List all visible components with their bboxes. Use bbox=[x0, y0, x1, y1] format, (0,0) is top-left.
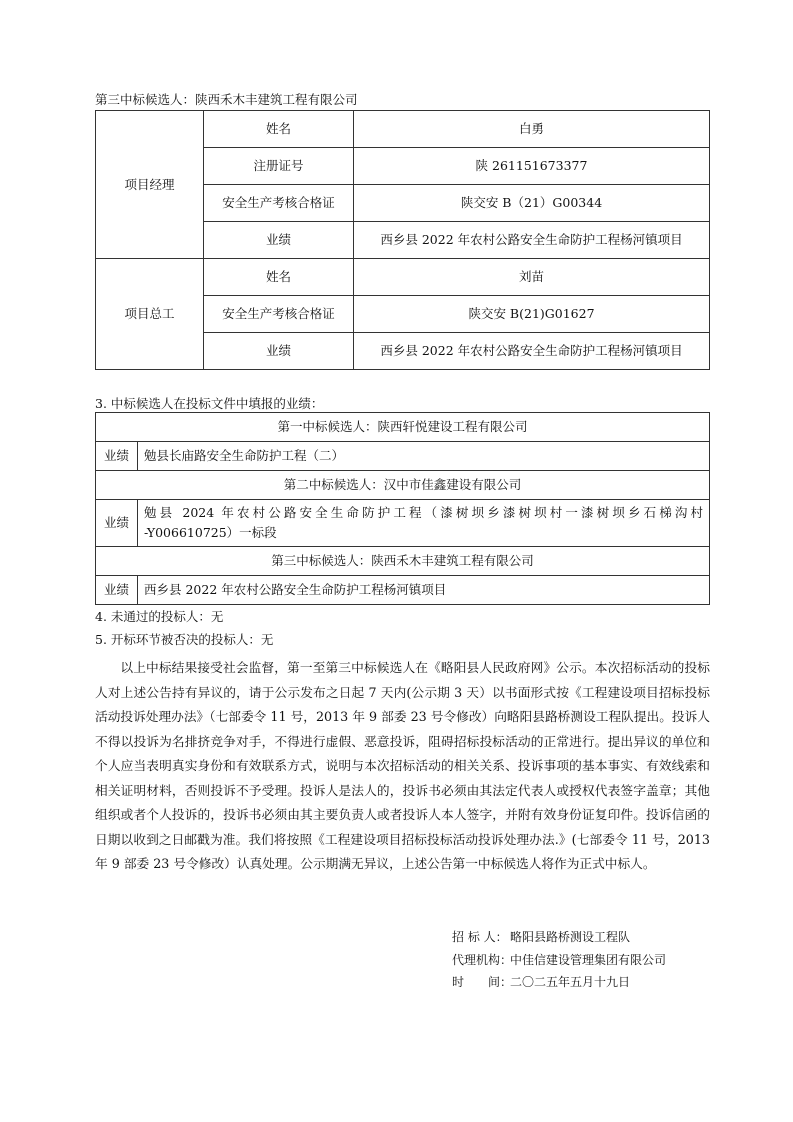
signature-date bbox=[452, 974, 630, 990]
row-value: 西乡县 2022 年农村公路安全生命防护工程杨河镇项目 bbox=[354, 222, 710, 259]
signature-key: 招 标 人： bbox=[452, 930, 508, 944]
performance-label: 业绩 bbox=[96, 500, 138, 547]
signature-value: 中佳信建设管理集团有限公司 bbox=[510, 953, 667, 967]
item-4: 4. 未通过的投标人：无 bbox=[95, 609, 224, 624]
performance-line: -Y006610725）一标段 bbox=[144, 525, 277, 540]
row-value: 白勇 bbox=[354, 111, 710, 148]
performance-value: 西乡县 2022 年农村公路安全生命防护工程杨河镇项目 bbox=[138, 576, 710, 605]
table-caption: 第三中标候选人：陕西禾木丰建筑工程有限公司 bbox=[95, 92, 358, 107]
performance-label: 业绩 bbox=[96, 442, 138, 471]
table-row bbox=[96, 259, 710, 296]
table-row bbox=[96, 111, 710, 148]
row-key: 注册证号 bbox=[204, 148, 354, 185]
row-key: 业绩 bbox=[204, 222, 354, 259]
performance-label: 业绩 bbox=[96, 576, 138, 605]
table-row bbox=[96, 471, 710, 500]
item-5: 5. 开标环节被否决的投标人：无 bbox=[95, 632, 274, 647]
performance-value bbox=[138, 500, 710, 547]
signature-tenderer bbox=[452, 929, 630, 945]
row-key: 安全生产考核合格证 bbox=[204, 185, 354, 222]
table-row bbox=[96, 413, 710, 442]
row-value: 陕交安 B（21）G00344 bbox=[354, 185, 710, 222]
signature-value: 二〇二五年五月十九日 bbox=[510, 975, 631, 989]
candidate-header: 第一中标候选人：陕西轩悦建设工程有限公司 bbox=[96, 413, 710, 442]
notice-paragraph: 以上中标结果接受社会监督，第一至第三中标候选人在《略阳县人民政府网》公示。本次招标活动的投标人对上述公告持有异议的，请于公示发布之日起 7 天内(公示期 3 天）以书面形式按《工程建设项目招标投标活动投诉处理办法》（七部委令 11 号，2013 年 9 部委 23 号令修改）向略阳县路桥测设工程队提出。投诉人不得以投诉为名排挤竞争对手，不得进行虚假、恶意投诉，阻碍招标投标活动的正常进行。提出异议的单位和个人应当表明真实身份和有效联系方式，说明与本次招标活动的相关关系、投诉事项的基本事实、有效线索和相关证明材料，否则投诉不予受理。投诉人是法人的，投诉书必须由其法定代表人或授权代表签字盖章；其他组织或者个人投诉的，投诉书必须由其主要负责人或者投诉人本人签字，并附有效身份证复印件。投诉信函的日期以收到之日邮戳为准。我们将按照《工程建设项目招标投标活动投诉处理办法.》(七部委令 11 号，2013 年 9 部委 23 号令修改）认真处理。公示期满无异议，上述公告第一中标候选人将作为正式中标人。 bbox=[95, 660, 710, 871]
row-key: 安全生产考核合格证 bbox=[204, 296, 354, 333]
candidate-header: 第三中标候选人：陕西禾木丰建筑工程有限公司 bbox=[96, 547, 710, 576]
row-value: 陕交安 B(21)G01627 bbox=[354, 296, 710, 333]
table-row bbox=[96, 547, 710, 576]
personnel-table bbox=[95, 110, 710, 370]
performance-table bbox=[95, 412, 710, 605]
table-row bbox=[96, 576, 710, 605]
performance-value: 勉县长庙路安全生命防护工程（二） bbox=[138, 442, 710, 471]
manager-label: 项目经理 bbox=[96, 111, 204, 259]
table-row bbox=[96, 500, 710, 547]
candidate-header: 第二中标候选人：汉中市佳鑫建设有限公司 bbox=[96, 471, 710, 500]
row-key: 业绩 bbox=[204, 333, 354, 370]
table-row bbox=[96, 442, 710, 471]
signature-key: 时 间： bbox=[452, 975, 513, 989]
row-value: 陕 261151673377 bbox=[354, 148, 710, 185]
row-key: 姓名 bbox=[204, 259, 354, 296]
performance-line: 勉县 2024 年农村公路安全生命防护工程（漆树坝乡漆树坝村一漆树坝乡石梯沟村 bbox=[144, 505, 704, 520]
engineer-label: 项目总工 bbox=[96, 259, 204, 370]
signature-agency bbox=[452, 952, 666, 968]
row-value: 刘苗 bbox=[354, 259, 710, 296]
row-value: 西乡县 2022 年农村公路安全生命防护工程杨河镇项目 bbox=[354, 333, 710, 370]
signature-key: 代理机构： bbox=[452, 953, 513, 967]
row-key: 姓名 bbox=[204, 111, 354, 148]
signature-value: 略阳县路桥测设工程队 bbox=[510, 930, 631, 944]
section-heading: 3. 中标候选人在投标文件中填报的业绩： bbox=[95, 396, 324, 411]
